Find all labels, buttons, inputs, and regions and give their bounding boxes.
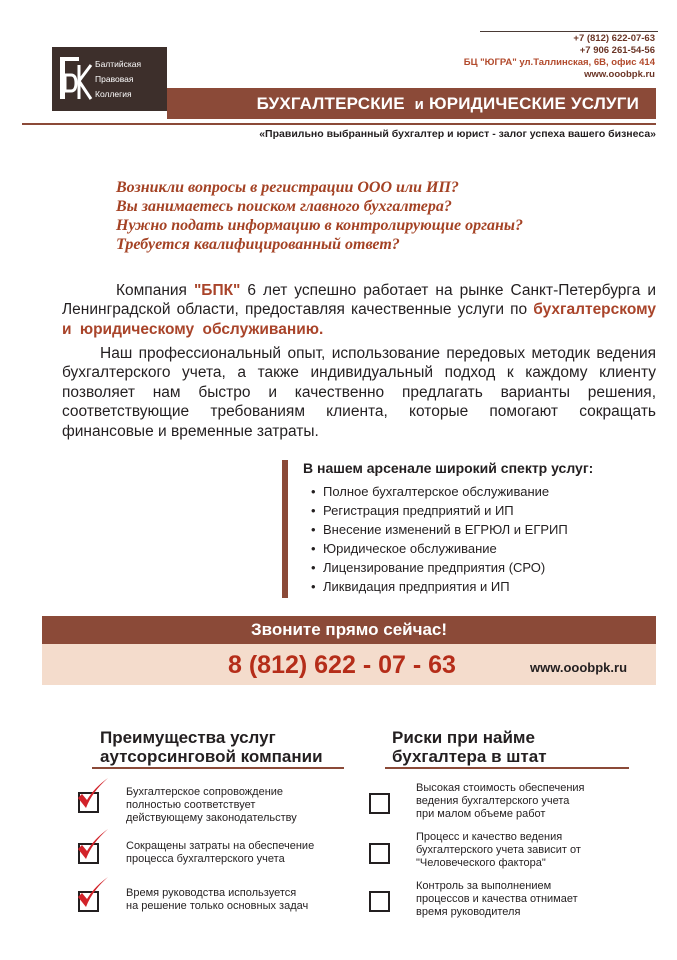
highlight-accounting: бухгалтерскому: [533, 301, 656, 318]
advantage-text: процесса бухгалтерского учета: [126, 853, 285, 865]
intro-line-2: [62, 300, 656, 320]
services-list: [323, 482, 568, 596]
advantages-title-line-1: Преимущества услуг: [100, 728, 276, 747]
advantage-item-1: [126, 786, 297, 825]
empty-checkbox[interactable]: [369, 843, 390, 864]
service-item: • Ликвидация предприятия и ИП: [323, 577, 568, 596]
risk-text: "Человеческого фактора": [416, 857, 546, 869]
title-part-3: ЮРИДИЧЕСКИЕ УСЛУГИ: [428, 94, 639, 113]
logo-line-3: Коллегия: [95, 89, 132, 99]
contact-phone-1[interactable]: +7 (812) 622-07-63: [573, 33, 655, 44]
service-item: • Внесение изменений в ЕГРЮЛ и ЕГРИП: [323, 520, 568, 539]
risk-item-1: [416, 782, 585, 821]
contact-address: БЦ "ЮГРА" ул.Таллинская, 6В, офис 414: [463, 57, 655, 68]
service-item: • Юридическое обслуживание: [323, 539, 568, 558]
red-check-icon: [76, 875, 110, 915]
service-item: • Лицензирование предприятия (СРО): [323, 558, 568, 577]
intro-p2-line-5: финансовые и временные затраты.: [62, 422, 319, 440]
risk-text: при малом объеме работ: [416, 808, 546, 820]
question-4: Требуется квалифицированный ответ?: [116, 236, 400, 253]
advantage-text: Бухгалтерское сопровождение: [126, 786, 284, 798]
main-phone-number[interactable]: 8 (812) 622 - 07 - 63: [228, 651, 456, 679]
risk-text: Контроль за выполнением: [416, 880, 552, 892]
risk-text: ведения бухгалтерского учета: [416, 795, 570, 807]
advantage-text: действующему законодательству: [126, 812, 297, 824]
contact-phone-2[interactable]: +7 906 261-54-56: [579, 45, 655, 56]
intro-line-1: [116, 281, 656, 301]
risk-text: Процесс и качество ведения: [416, 831, 563, 843]
intro-text: 6 лет успешно работает на рынке Санкт-Петербурга и: [247, 282, 657, 299]
advantage-item-3: [126, 887, 308, 913]
risks-title-line-2: бухгалтера в штат: [392, 747, 547, 766]
services-title: В нашем арсенале широкий спектр услуг:: [303, 460, 594, 476]
advantages-underline: [92, 767, 344, 769]
intro-paragraph-2: [100, 344, 656, 364]
logo-line-2: Правовая: [95, 74, 134, 84]
red-check-icon: [76, 827, 110, 867]
question-3: Нужно подать информацию в контролирующие органы?: [116, 217, 523, 234]
empty-checkbox[interactable]: [369, 891, 390, 912]
advantages-title-line-2: аутсорсинговой компании: [100, 747, 323, 766]
risk-text: бухгалтерского учета зависит от: [416, 844, 581, 856]
company-logo: [52, 47, 167, 111]
risks-title: [392, 728, 547, 766]
red-check-icon: [76, 776, 110, 816]
empty-checkbox[interactable]: [369, 793, 390, 814]
title-part-1: БУХГАЛТЕРСКИЕ: [256, 94, 405, 113]
risk-item-2: [416, 831, 581, 870]
advantage-item-2: [126, 840, 314, 866]
website-link[interactable]: www.ooobpk.ru: [530, 660, 628, 675]
title-part-2: и: [414, 96, 425, 113]
intro-text: Компания: [116, 282, 187, 299]
intro-paragraph-2-cont: [62, 363, 656, 441]
intro-p2-line-4: соответствующие требованиям клиента, которые помогают сокращать: [62, 403, 656, 420]
intro-paragraph-1: [116, 281, 656, 301]
contact-block: [464, 33, 655, 81]
services-accent-bar: [282, 460, 288, 598]
bpk-logo-mark-icon: [57, 53, 93, 105]
risks-underline: [385, 767, 629, 769]
intro-p2-line-3: позволяет нам быстро и качественно предлагать варианты решения,: [62, 383, 656, 401]
advantage-text: на решение только основных задач: [126, 900, 309, 912]
risk-text: время руководителя: [416, 906, 521, 918]
call-label: Звоните прямо сейчас!: [250, 620, 448, 639]
intro-p2-line-2: бухгалтерского учета, а также индивидуальный подход к каждому клиенту: [62, 364, 656, 381]
risk-text: Высокая стоимость обеспечения: [416, 782, 585, 794]
highlight-legal: и юридическому обслуживанию.: [62, 320, 324, 338]
intro-text: Ленинградской области, предоставляя качественные услуги по: [62, 301, 528, 318]
advantage-text: полностью соответствует: [126, 799, 256, 811]
risk-item-3: [416, 880, 578, 919]
brand-name: "БПК": [193, 282, 241, 299]
contact-divider: [480, 31, 658, 32]
advantages-title: [100, 728, 323, 766]
question-list: [116, 178, 523, 254]
service-item: • Полное бухгалтерское обслуживание: [323, 482, 568, 501]
page-title: [167, 88, 639, 119]
advantage-text: Время руководства используется: [126, 887, 297, 899]
intro-paragraph-1-cont: [62, 300, 656, 339]
contact-website[interactable]: www.ooobpk.ru: [584, 69, 655, 80]
logo-line-1: Балтийская: [95, 59, 142, 69]
advantage-text: Сокращены затраты на обеспечение: [126, 840, 315, 852]
risk-text: процессов и качества отнимает: [416, 893, 578, 905]
question-2: Вы занимаетесь поиском главного бухгалтера?: [116, 198, 452, 215]
header-underline: [22, 123, 656, 125]
service-item: • Регистрация предприятий и ИП: [323, 501, 568, 520]
tagline: «Правильно выбранный бухгалтер и юрист - залог успеха вашего бизнеса»: [259, 128, 656, 140]
risks-title-line-1: Риски при найме: [392, 728, 535, 747]
question-1: Возникли вопросы в регистрации ООО или ИП?: [116, 179, 459, 196]
intro-p2-line-1: Наш профессиональный опыт, использование передовых методик ведения: [100, 345, 656, 362]
